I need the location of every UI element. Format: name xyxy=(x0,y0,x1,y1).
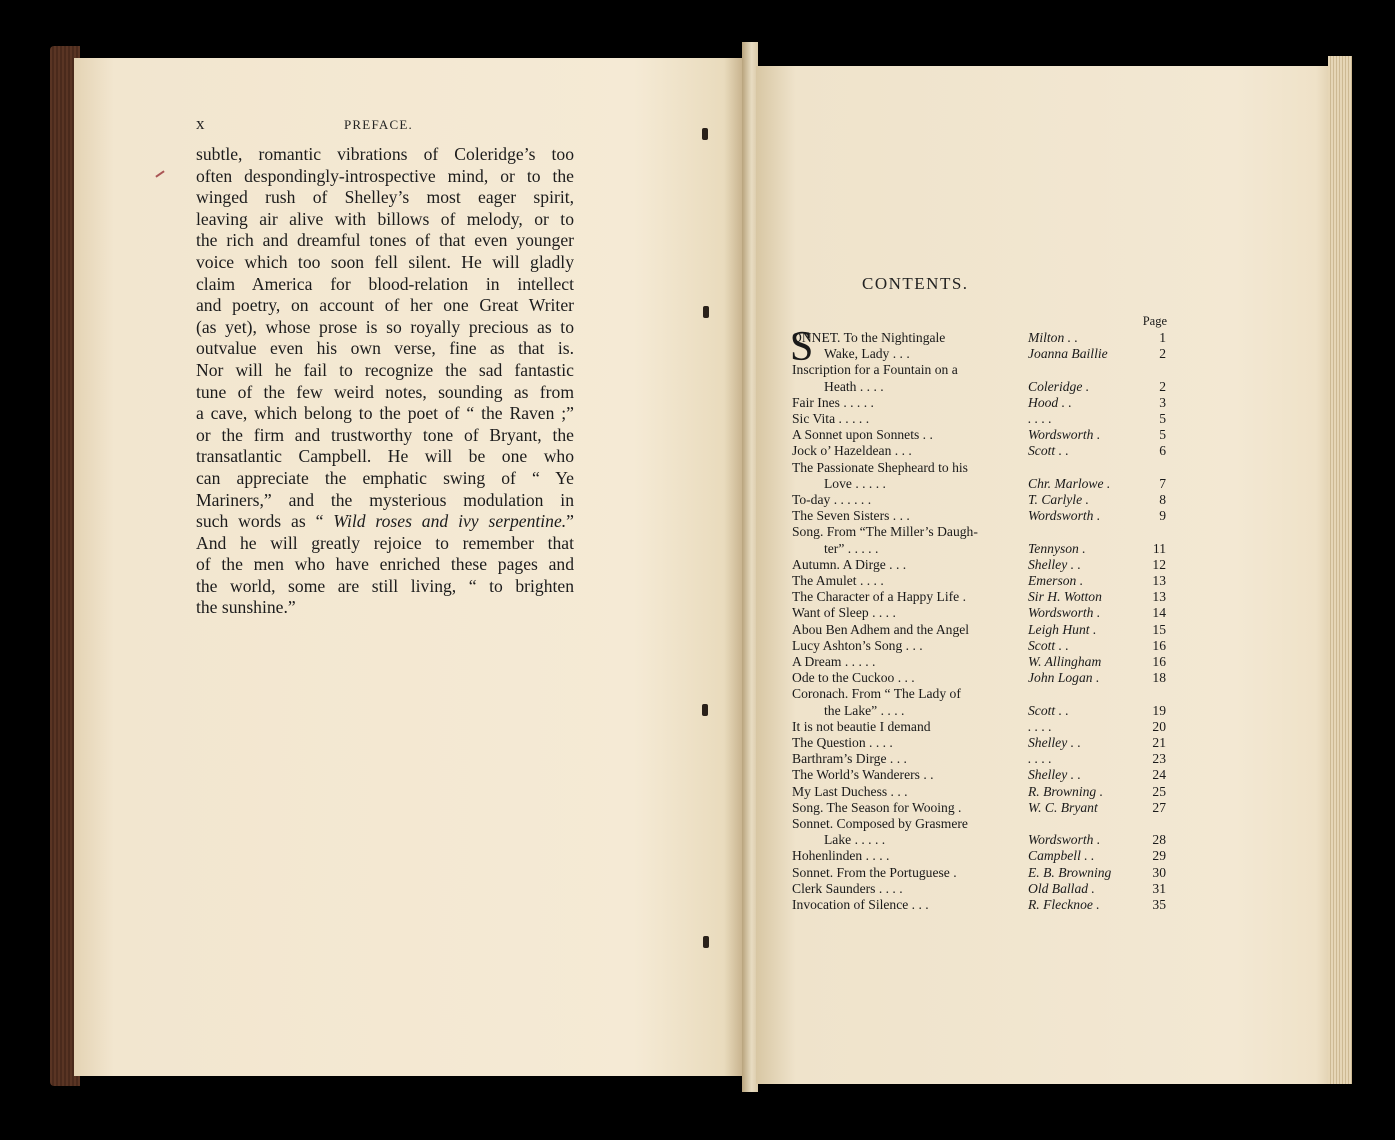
entry-author: . . . . xyxy=(1028,718,1052,734)
entry-author: Wordsworth . xyxy=(1028,427,1101,443)
text-line: the world, some are still living, “ to brighten xyxy=(196,575,574,596)
text-line: or the firm and trustworthy tone of Bryant, the xyxy=(196,424,574,445)
entry-title: Clerk Saunders . . . . xyxy=(792,880,903,896)
entry-title: Jock o’ Hazeldean . . . xyxy=(792,443,912,459)
contents-title: CONTENTS. xyxy=(862,274,969,293)
contents-entry xyxy=(792,589,1170,605)
entry-page: 5 xyxy=(1159,411,1166,426)
entry-author: . . . . xyxy=(1028,411,1052,426)
page-number: x xyxy=(196,114,205,133)
entry-author: Wordsworth . xyxy=(1028,832,1101,848)
entry-title: ONNET. To the Nightingale xyxy=(792,330,946,345)
contents-entry xyxy=(792,541,1170,557)
entry-page: 29 xyxy=(1152,848,1166,864)
text-line: transatlantic Campbell. He will be one who xyxy=(196,446,574,467)
entry-title: Inscription for a Fountain on a xyxy=(792,362,958,378)
entry-title: Sonnet. From the Portuguese . xyxy=(792,864,957,880)
text-line: of the men who have enriched these pages and xyxy=(196,554,574,575)
entry-author: R. Flecknoe . xyxy=(1028,897,1100,912)
text-line: leaving air alive with billows of melody, or to xyxy=(196,208,574,229)
entry-title: the Lake” . . . . xyxy=(824,702,905,718)
contents-entry xyxy=(792,784,1170,800)
entry-page: 14 xyxy=(1152,605,1166,621)
entry-author: T. Carlyle . xyxy=(1028,492,1089,507)
text-line: the sunshine.” xyxy=(196,597,296,618)
contents-entry xyxy=(792,767,1170,783)
contents-entry xyxy=(792,524,1170,540)
entry-title: Abou Ben Adhem and the Angel xyxy=(792,621,970,637)
text-line: Mariners,” and the mysterious modulation in xyxy=(196,489,574,510)
entry-page: 1 xyxy=(1159,330,1166,345)
entry-author: Sir H. Wotton xyxy=(1028,589,1102,605)
binding-stitch xyxy=(702,128,708,140)
entry-title: The Passionate Shepheard to his xyxy=(792,459,968,475)
contents-entry xyxy=(792,346,1170,362)
contents-entry xyxy=(792,848,1170,864)
text-line: outvalue even his own verse, fine as that is. xyxy=(196,338,574,359)
contents-entry xyxy=(792,330,1170,346)
contents-entry xyxy=(792,670,1170,686)
entry-page: 9 xyxy=(1159,508,1166,524)
entry-author: Shelley . . xyxy=(1028,735,1081,750)
entry-title: A Dream . . . . . xyxy=(792,654,876,669)
entry-page: 20 xyxy=(1152,718,1166,734)
entry-title: My Last Duchess . . . xyxy=(792,783,908,799)
entry-author: . . . . xyxy=(1028,751,1052,767)
text-line: often despondingly-introspective mind, or to the xyxy=(196,165,574,186)
entry-author: Hood . . xyxy=(1028,394,1072,410)
entry-title: Lake . . . . . xyxy=(824,832,886,848)
contents-entry xyxy=(792,751,1170,767)
entry-author: Milton . . xyxy=(1028,330,1078,345)
running-head: PREFACE. xyxy=(344,117,413,132)
page-edges xyxy=(1328,56,1352,1084)
entry-page: 11 xyxy=(1152,540,1166,556)
entry-title: Barthram’s Dirge . . . xyxy=(792,751,907,767)
binding-stitch xyxy=(702,704,708,716)
entry-author: Wordsworth . xyxy=(1028,605,1101,621)
text-line: claim America for blood-relation in intellect xyxy=(196,273,574,294)
entry-page: 31 xyxy=(1152,880,1166,896)
contents-entry xyxy=(792,443,1170,459)
contents-entry xyxy=(792,638,1170,654)
entry-page: 24 xyxy=(1152,767,1166,783)
entry-author: E. B. Browning xyxy=(1028,864,1112,880)
entry-title: Heath . . . . xyxy=(824,378,884,394)
contents-entry xyxy=(792,719,1170,735)
entry-author: Shelley . . xyxy=(1028,767,1081,783)
entry-author: Chr. Marlowe . xyxy=(1028,475,1111,491)
entry-author: Emerson . xyxy=(1028,573,1084,588)
entry-author: W. C. Bryant xyxy=(1028,799,1098,815)
text-line: the rich and dreamful tones of that even younger xyxy=(196,230,574,251)
entry-title: Ode to the Cuckoo . . . xyxy=(792,670,915,686)
contents-entry xyxy=(792,654,1170,670)
entry-title: Sonnet. Composed by Grasmere xyxy=(792,816,968,831)
entry-title: The Amulet . . . . xyxy=(792,573,884,588)
text-line: winged rush of Shelley’s most eager spirit, xyxy=(196,187,574,208)
entry-page: 30 xyxy=(1152,864,1166,880)
contents-entry xyxy=(792,411,1170,427)
contents-entry xyxy=(792,362,1170,378)
entry-author: Scott . . xyxy=(1028,443,1069,459)
entry-title: Coronach. From “ The Lady of xyxy=(792,686,961,702)
entry-page: 13 xyxy=(1152,573,1166,588)
entry-page: 12 xyxy=(1152,556,1166,572)
text-line: a cave, which belong to the poet of “ the Raven ;” xyxy=(196,403,574,424)
contents-entry xyxy=(792,800,1170,816)
entry-page: 35 xyxy=(1152,897,1166,912)
text-line: and poetry, on account of her one Great Writer xyxy=(196,295,574,316)
contents-entry xyxy=(792,832,1170,848)
entry-title: Fair Ines . . . . . xyxy=(792,394,874,410)
binding-stitch xyxy=(703,306,709,318)
text-line: tune of the few weird notes, sounding as from xyxy=(196,381,574,402)
entry-title: Song. The Season for Wooing . xyxy=(792,799,962,815)
entry-author: Tennyson . xyxy=(1028,540,1086,556)
entry-title: Wake, Lady . . . xyxy=(824,346,910,362)
contents-entry xyxy=(792,476,1170,492)
entry-author: John Logan . xyxy=(1028,670,1100,686)
text-line: voice which too soon fell silent. He will gladly xyxy=(196,251,574,272)
entry-title: ter” . . . . . xyxy=(824,540,879,556)
contents-entry xyxy=(792,379,1170,395)
entry-author: Shelley . . xyxy=(1028,556,1081,572)
entry-title: It is not beautie I demand xyxy=(792,718,931,734)
entry-page: 28 xyxy=(1152,832,1166,848)
text-line: can appreciate the emphatic swing of “ Ye xyxy=(196,467,574,488)
text-line: such words as “ Wild roses and ivy serpentine.” xyxy=(196,511,574,532)
entry-page: 16 xyxy=(1152,654,1166,669)
text-line: (as yet), whose prose is so royally precious as to xyxy=(196,316,574,337)
entry-author: R. Browning . xyxy=(1028,783,1104,799)
entry-page: 27 xyxy=(1152,799,1166,815)
entry-page: 7 xyxy=(1159,475,1166,491)
entry-title: A Sonnet upon Sonnets . . xyxy=(792,427,933,443)
contents-entry xyxy=(792,703,1170,719)
binding-stitch xyxy=(703,936,709,948)
entry-title: To-day . . . . . . xyxy=(792,492,872,507)
entry-author: Leigh Hunt . xyxy=(1028,621,1097,637)
contents-entry xyxy=(792,897,1170,913)
entry-page: 5 xyxy=(1159,427,1166,443)
contents-entry xyxy=(792,508,1170,524)
contents-entry xyxy=(792,605,1170,621)
entry-title: Sic Vita . . . . . xyxy=(792,411,870,426)
entry-title: Want of Sleep . . . . xyxy=(792,605,896,621)
entry-author: Coleridge . xyxy=(1028,378,1090,394)
text-line: And he will greatly rejoice to remember that xyxy=(196,532,574,553)
contents-entry xyxy=(792,735,1170,751)
entry-title: Autumn. A Dirge . . . xyxy=(792,556,907,572)
contents-entry xyxy=(792,816,1170,832)
contents-entry xyxy=(792,460,1170,476)
entry-author: Joanna Baillie xyxy=(1028,346,1108,362)
preface-text xyxy=(196,144,574,619)
contents-entry xyxy=(792,395,1170,411)
entry-author: Wordsworth . xyxy=(1028,508,1101,524)
contents-entry xyxy=(792,573,1170,589)
entry-author: Campbell . . xyxy=(1028,848,1095,864)
drop-cap: S xyxy=(790,324,814,370)
entry-title: Love . . . . . xyxy=(824,475,886,491)
contents-entry xyxy=(792,557,1170,573)
text-line: subtle, romantic vibrations of Coleridge’s too xyxy=(196,144,574,164)
entry-page: 21 xyxy=(1152,735,1166,750)
entry-page: 18 xyxy=(1152,670,1166,686)
entry-title: Lucy Ashton’s Song . . . xyxy=(792,637,923,653)
contents-entry xyxy=(792,427,1170,443)
entry-page: 23 xyxy=(1152,751,1166,767)
entry-page: 13 xyxy=(1152,589,1166,605)
entry-page: 16 xyxy=(1152,637,1166,653)
entry-title: The Question . . . . xyxy=(792,735,893,750)
entry-title: The Character of a Happy Life . xyxy=(792,589,966,605)
page-column-label: Page xyxy=(1142,314,1167,328)
contents-entry xyxy=(792,492,1170,508)
contents-entry xyxy=(792,622,1170,638)
entry-page: 15 xyxy=(1152,621,1166,637)
entry-page: 8 xyxy=(1159,492,1166,507)
entry-page: 3 xyxy=(1159,394,1166,410)
entry-page: 25 xyxy=(1152,783,1166,799)
entry-title: Hohenlinden . . . . xyxy=(792,848,890,864)
entry-page: 2 xyxy=(1159,346,1166,362)
entry-page: 19 xyxy=(1152,702,1166,718)
contents-entry xyxy=(792,865,1170,881)
entry-author: W. Allingham xyxy=(1028,654,1102,669)
entry-title: The World’s Wanderers . . xyxy=(792,767,934,783)
entry-author: Scott . . xyxy=(1028,702,1069,718)
entry-page: 6 xyxy=(1159,443,1166,459)
entry-title: The Seven Sisters . . . xyxy=(792,508,910,524)
contents-entry xyxy=(792,686,1170,702)
entry-author: Old Ballad . xyxy=(1028,880,1095,896)
entry-title: Song. From “The Miller’s Daugh- xyxy=(792,524,978,540)
entry-author: Scott . . xyxy=(1028,637,1069,653)
entry-page: 2 xyxy=(1159,378,1166,394)
entry-title: Invocation of Silence . . . xyxy=(792,897,929,912)
contents-entry xyxy=(792,881,1170,897)
text-line: Nor will he fail to recognize the sad fantastic xyxy=(196,359,574,380)
